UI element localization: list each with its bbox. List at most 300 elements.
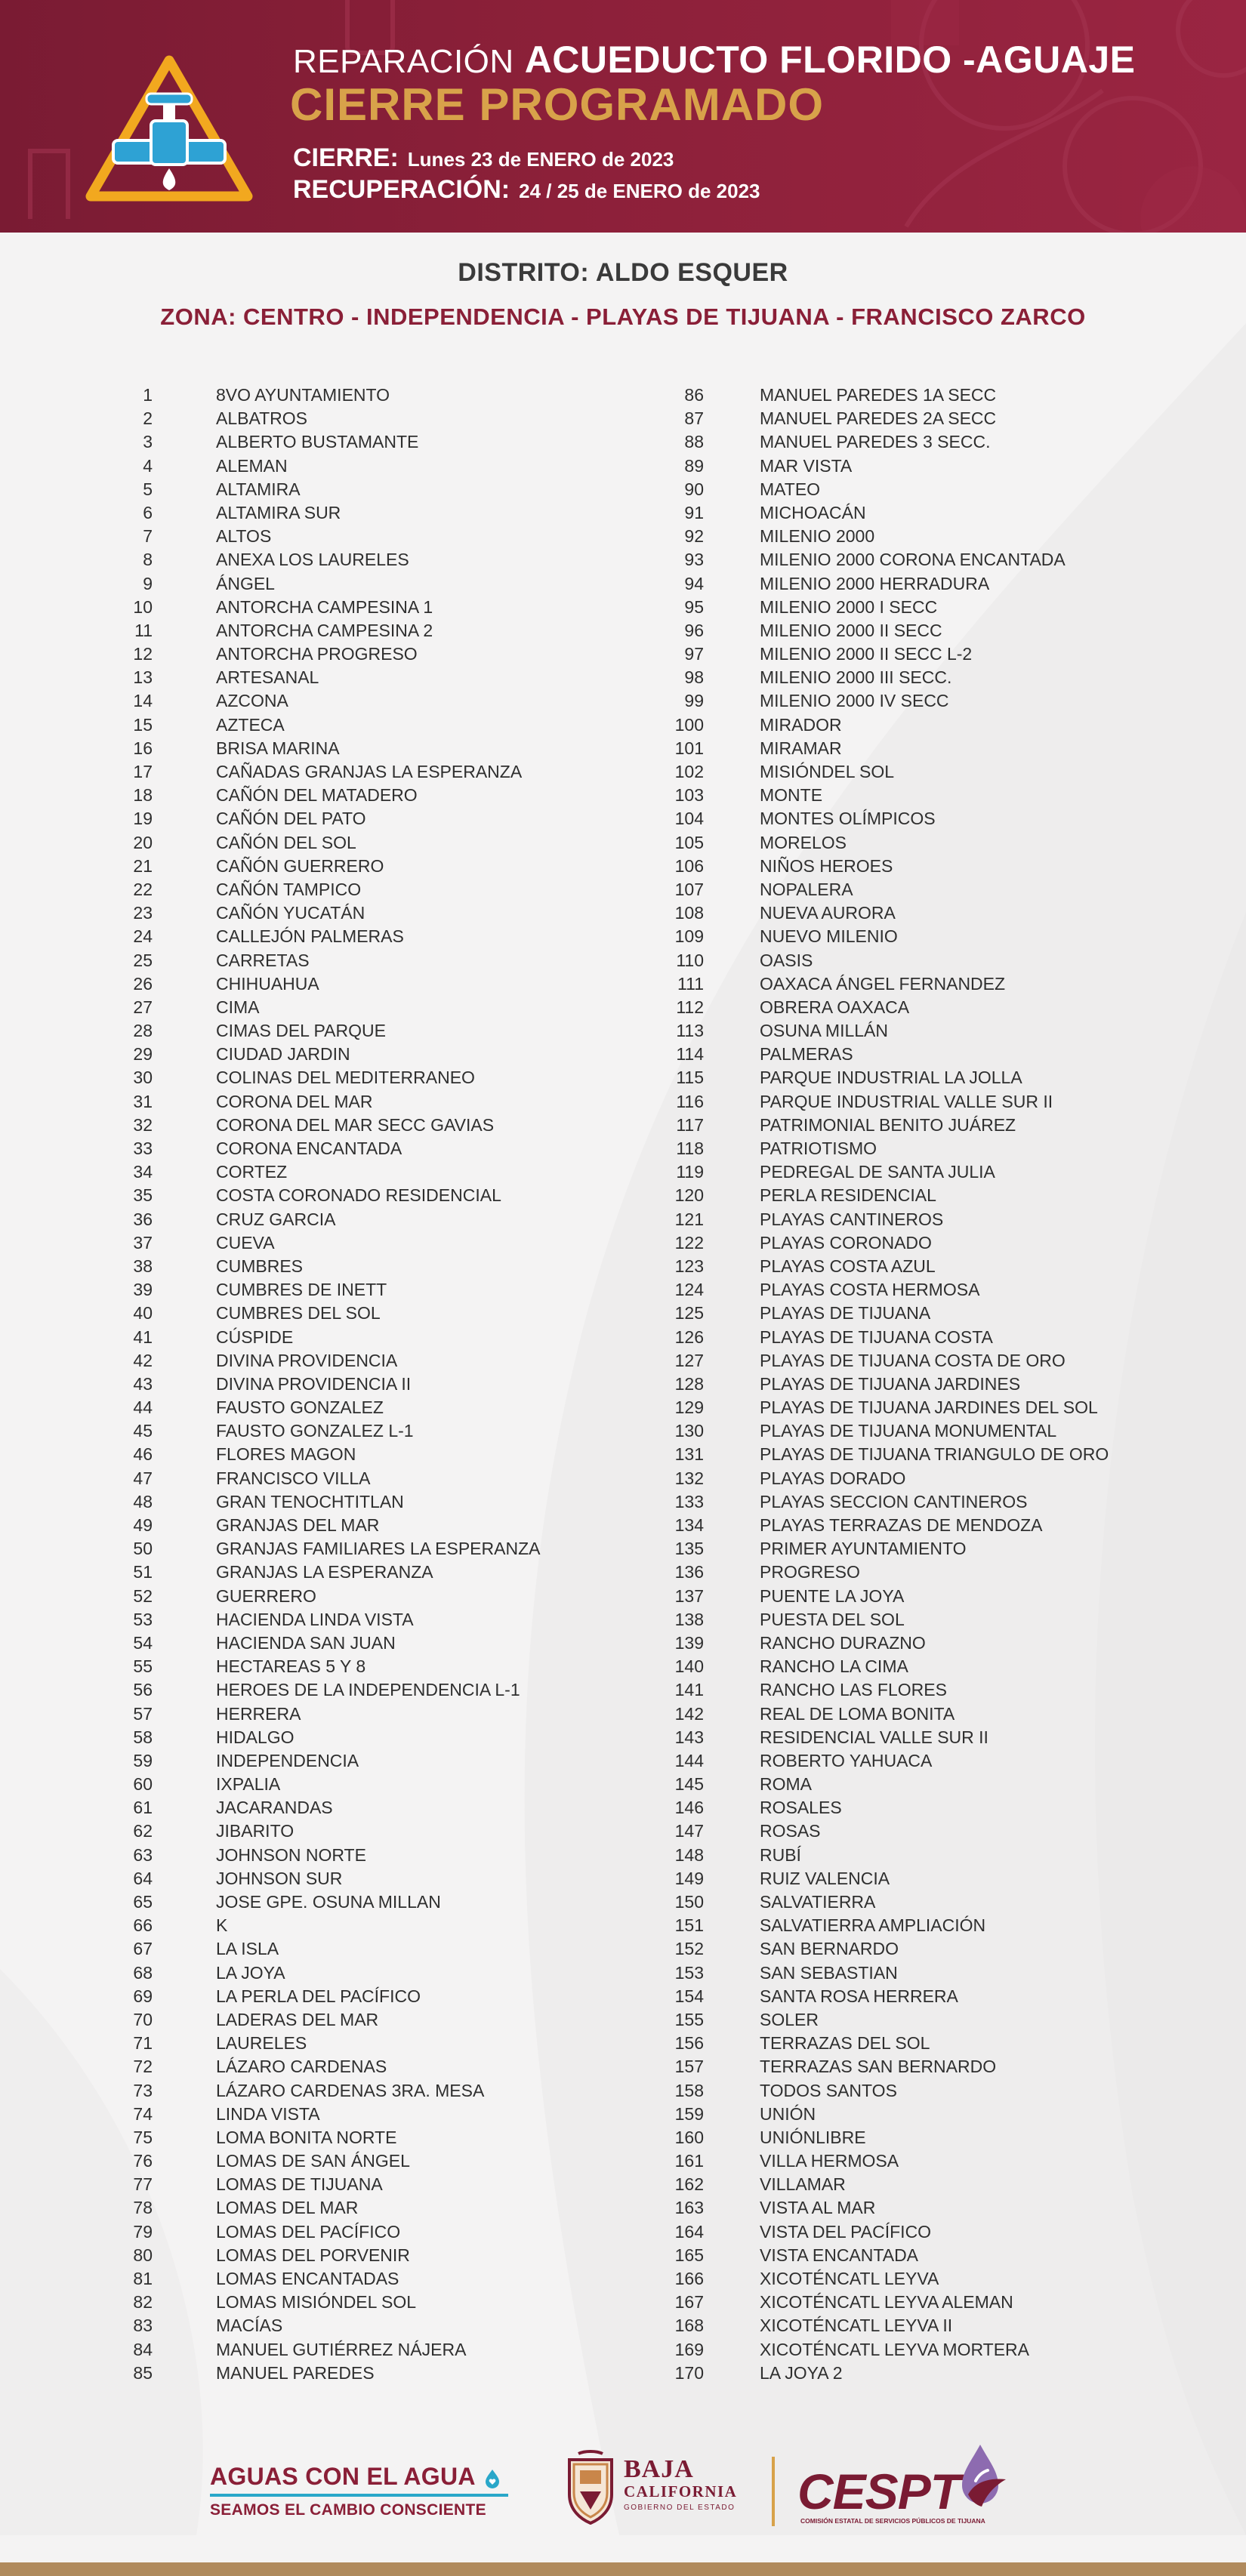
list-item-number: 76: [133, 2151, 153, 2171]
list-item-name: FAUSTO GONZALEZ L-1: [216, 1421, 414, 1441]
list-item: [113, 1890, 642, 1914]
list-item: [657, 454, 1186, 478]
list-item-name: PROGRESO: [760, 1562, 860, 1582]
list-item-number: 79: [133, 2221, 153, 2242]
baja-california-seal-icon: [563, 2449, 618, 2525]
list-item: [657, 1490, 1186, 1514]
list-item-name: PLAYAS CANTINEROS: [760, 1209, 944, 1229]
list-item-name: XICOTÉNCATL LEYVA MORTERA: [760, 2339, 1030, 2359]
list-item-name: ROSALES: [760, 1798, 842, 1818]
list-item: [113, 1702, 642, 1726]
list-item-name: RESIDENCIAL VALLE SUR II: [760, 1727, 988, 1747]
list-item-name: MACÍAS: [216, 2316, 283, 2336]
list-item-number: 158: [674, 2080, 704, 2100]
list-item-number: 164: [674, 2221, 704, 2242]
list-item-name: JOHNSON SUR: [216, 1868, 343, 1888]
list-item-name: LA ISLA: [216, 1939, 279, 1959]
list-item: [657, 1608, 1186, 1632]
list-item: [657, 1890, 1186, 1914]
list-item-number: 146: [674, 1798, 704, 1818]
list-item-number: 80: [133, 2245, 153, 2265]
list-item-name: PLAYAS COSTA HERMOSA: [760, 1280, 980, 1300]
list-item-number: 61: [133, 1798, 153, 1818]
list-item-number: 51: [133, 1562, 153, 1582]
list-item-name: NUEVO MILENIO: [760, 926, 898, 947]
list-item-name: ALTAMIRA: [216, 479, 301, 499]
list-item-name: PUENTE LA JOYA: [760, 1585, 905, 1606]
list-item-name: COSTA CORONADO RESIDENCIAL: [216, 1185, 501, 1206]
list-item-number: 22: [133, 879, 153, 899]
list-item-number: 96: [684, 620, 704, 640]
list-item-number: 145: [674, 1774, 704, 1795]
list-item-name: LAURELES: [216, 2033, 307, 2054]
list-item-number: 149: [674, 1868, 704, 1888]
list-item: [113, 1419, 642, 1443]
list-item-name: PALMERAS: [760, 1044, 853, 1065]
list-item: [113, 1585, 642, 1608]
list-item-name: HECTAREAS 5 Y 8: [216, 1656, 366, 1677]
list-item-name: CAÑADAS GRANJAS LA ESPERANZA: [216, 762, 523, 781]
list-item: [657, 2008, 1186, 2032]
distrito-title: DISTRITO: ALDO ESQUER: [458, 258, 788, 287]
cespt-drop-icon: [945, 2442, 1013, 2510]
list-item: [657, 1844, 1186, 1867]
list-item: [113, 2220, 642, 2244]
list-item-number: 12: [133, 644, 153, 664]
list-item: [657, 2032, 1186, 2055]
list-item-number: 45: [133, 1421, 153, 1441]
list-item-name: GRANJAS FAMILIARES LA ESPERANZA: [216, 1539, 541, 1559]
list-item: [113, 1820, 642, 1843]
list-item-name: CUMBRES: [216, 1256, 304, 1276]
list-item-name: HIDALGO: [216, 1727, 295, 1747]
list-item-number: 167: [674, 2292, 704, 2313]
list-item-number: 18: [133, 785, 153, 806]
list-item-name: UNIÓNLIBRE: [760, 2127, 866, 2147]
list-item: [657, 1773, 1186, 1796]
list-item: [113, 666, 642, 689]
list-item-number: 87: [684, 408, 704, 429]
list-item-number: 88: [684, 432, 704, 452]
list-item-number: 98: [684, 667, 704, 688]
recuperacion-value: 24 / 25 de ENERO de 2023: [519, 180, 760, 202]
list-item-name: SAN BERNARDO: [760, 1939, 899, 1959]
list-item: [113, 1796, 642, 1820]
list-item-name: CORTEZ: [216, 1162, 288, 1182]
list-item: [657, 972, 1186, 996]
cespt-subtitle: COMISIÓN ESTATAL DE SERVICIOS PÚBLICOS DE TIJUANA: [800, 2517, 985, 2525]
list-item-name: FLORES MAGON: [216, 1444, 356, 1465]
list-item-number: 9: [143, 573, 153, 593]
list-item: [113, 1255, 642, 1278]
list-item-name: RUBÍ: [760, 1844, 801, 1865]
list-item-name: BRISA MARINA: [216, 738, 340, 758]
list-item: [657, 878, 1186, 901]
list-item-name: MILENIO 2000: [760, 526, 875, 547]
list-item-number: 108: [674, 903, 704, 923]
list-item: [113, 1608, 642, 1632]
header-title: [293, 38, 1136, 82]
list-item: [657, 430, 1186, 454]
list-item-name: VILLAMAR: [760, 2174, 846, 2195]
colonias-list-right: [657, 384, 1186, 2385]
list-item-number: 84: [133, 2339, 153, 2359]
list-item-name: COLINAS DEL MEDITERRANEO: [216, 1068, 475, 1088]
list-item: [657, 501, 1186, 525]
bc-california: CALIFORNIA: [624, 2482, 738, 2501]
list-item-name: GRAN TENOCHTITLAN: [216, 1491, 404, 1511]
list-item: [113, 1090, 642, 1114]
list-item-number: 128: [674, 1373, 704, 1394]
list-item: [657, 1749, 1186, 1773]
list-item: [657, 619, 1186, 642]
aguas-underline: [210, 2494, 508, 2497]
seamos-slogan: SEAMOS EL CAMBIO CONSCIENTE: [210, 2501, 486, 2519]
list-item-number: 81: [133, 2269, 153, 2288]
list-item-name: PLAYAS DE TIJUANA COSTA DE ORO: [760, 1350, 1066, 1370]
list-item-number: 111: [677, 973, 704, 994]
list-item: [657, 525, 1186, 548]
list-item-number: 137: [674, 1585, 704, 1606]
list-item-name: MATEO: [760, 479, 821, 499]
list-item-number: 72: [133, 2057, 153, 2077]
list-item: [113, 784, 642, 807]
list-item-number: 154: [674, 1986, 704, 2006]
list-item: [657, 642, 1186, 666]
aguas-slogan: [210, 2463, 508, 2491]
list-item-number: 7: [143, 526, 153, 547]
list-item-number: 112: [676, 997, 704, 1017]
list-item: [657, 2220, 1186, 2244]
list-item: [657, 2103, 1186, 2126]
list-item: [657, 855, 1186, 878]
list-item: [113, 2079, 642, 2103]
list-item-number: 159: [674, 2103, 704, 2124]
list-item-number: 74: [133, 2103, 153, 2124]
list-item-name: MANUEL GUTIÉRREZ NÁJERA: [216, 2339, 467, 2359]
list-item: [657, 1443, 1186, 1466]
list-item: [113, 1019, 642, 1043]
list-item-name: ALBERTO BUSTAMANTE: [216, 432, 419, 452]
list-item-name: CORONA DEL MAR: [216, 1091, 373, 1111]
list-item-name: CORONA DEL MAR SECC GAVIAS: [216, 1114, 495, 1135]
list-item-number: 83: [133, 2316, 153, 2336]
list-item: [113, 2362, 642, 2385]
list-item-name: NUEVA AURORA: [760, 903, 896, 923]
list-item-name: LOMAS DE SAN ÁNGEL: [216, 2151, 410, 2171]
list-item-name: CUMBRES DEL SOL: [216, 1303, 381, 1323]
list-item-number: 55: [133, 1656, 153, 1677]
list-item-number: 28: [133, 1021, 153, 1041]
list-item: [113, 831, 642, 855]
list-item-name: SAN SEBASTIAN: [760, 1962, 898, 1983]
list-item-number: 43: [133, 1373, 153, 1394]
list-item-number: 82: [133, 2292, 153, 2313]
list-item-name: PARQUE INDUSTRIAL VALLE SUR II: [760, 1091, 1053, 1111]
list-item-name: PLAYAS COSTA AZUL: [760, 1256, 936, 1276]
list-item-name: CAÑÓN DEL MATADERO: [216, 785, 418, 806]
list-item-name: JIBARITO: [216, 1821, 295, 1841]
list-item-number: 70: [133, 2009, 153, 2029]
list-item: [113, 1467, 642, 1490]
list-item-name: PLAYAS DE TIJUANA COSTA: [760, 1327, 993, 1347]
list-item-number: 121: [674, 1209, 704, 1229]
list-item: [657, 1867, 1186, 1890]
list-item: [657, 2173, 1186, 2196]
list-item: [657, 1702, 1186, 1726]
list-item-number: 33: [133, 1139, 153, 1158]
list-item: [657, 2126, 1186, 2149]
list-item-number: 56: [133, 1680, 153, 1700]
list-item-number: 152: [674, 1939, 704, 1959]
list-item-number: 140: [674, 1656, 704, 1677]
list-item-name: ALEMAN: [216, 455, 288, 476]
baja-california-logo: [563, 2449, 745, 2525]
list-item-number: 5: [143, 479, 153, 499]
list-item: [657, 784, 1186, 807]
list-item-number: 65: [133, 1892, 153, 1912]
list-item-name: K: [216, 1915, 228, 1936]
list-item-name: MILENIO 2000 II SECC: [760, 620, 942, 640]
list-item-name: ANTORCHA CAMPESINA 2: [216, 620, 433, 640]
list-item: [113, 807, 642, 830]
list-item-number: 130: [674, 1421, 704, 1441]
list-item-name: XICOTÉNCATL LEYVA ALEMAN: [760, 2292, 1013, 2313]
list-item-name: LOMAS MISIÓNDEL SOL: [216, 2292, 416, 2313]
list-item-number: 24: [133, 926, 153, 947]
list-item-name: LA PERLA DEL PACÍFICO: [216, 1986, 421, 2006]
list-item-name: JOSE GPE. OSUNA MILLAN: [216, 1892, 441, 1912]
list-item-number: 49: [133, 1515, 153, 1535]
list-item: [113, 407, 642, 430]
list-item-name: CORONA ENCANTADA: [216, 1139, 402, 1158]
list-item: [657, 1043, 1186, 1066]
list-item-number: 36: [133, 1209, 153, 1229]
list-item: [113, 713, 642, 737]
list-item-number: 25: [133, 950, 153, 970]
list-item-name: UNIÓN: [760, 2103, 816, 2124]
list-item-number: 162: [674, 2174, 704, 2195]
list-item-number: 142: [674, 1703, 704, 1724]
list-item: [113, 454, 642, 478]
list-item: [113, 1678, 642, 1702]
list-item-name: ROBERTO YAHUACA: [760, 1750, 933, 1770]
list-item-number: 100: [674, 714, 704, 735]
list-item: [113, 1066, 642, 1089]
list-item-name: TERRAZAS DEL SOL: [760, 2033, 930, 2054]
list-item-name: LOMAS DE TIJUANA: [216, 2174, 383, 2195]
list-item-number: 26: [133, 973, 153, 994]
list-item-number: 64: [133, 1868, 153, 1888]
list-item-number: 11: [134, 620, 153, 640]
list-item-name: ANTORCHA PROGRESO: [216, 644, 418, 664]
list-item-number: 135: [674, 1539, 704, 1559]
list-item: [113, 1514, 642, 1537]
list-item-name: GUERRERO: [216, 1585, 316, 1606]
list-item-name: MICHOACÁN: [760, 502, 866, 522]
list-item-number: 71: [133, 2033, 153, 2054]
list-item: [657, 1678, 1186, 1702]
list-item-name: MILENIO 2000 II SECC L-2: [760, 644, 973, 664]
list-item: [657, 1231, 1186, 1255]
list-item-name: MILENIO 2000 CORONA ENCANTADA: [760, 550, 1066, 570]
list-item-number: 117: [676, 1114, 704, 1135]
list-item-number: 109: [674, 926, 704, 947]
list-item: [113, 1443, 642, 1466]
list-item: [113, 2008, 642, 2032]
list-item-number: 86: [684, 385, 704, 405]
list-item-number: 165: [674, 2245, 704, 2265]
list-item-name: ARTESANAL: [216, 667, 319, 688]
list-item: [657, 2055, 1186, 2078]
list-item-number: 102: [674, 762, 704, 781]
list-item-number: 54: [133, 1632, 153, 1653]
list-item-number: 50: [133, 1539, 153, 1559]
list-item: [657, 1985, 1186, 2008]
list-item: [657, 666, 1186, 689]
list-item: [657, 2244, 1186, 2267]
list-item-number: 37: [133, 1232, 153, 1253]
list-item-name: PLAYAS CORONADO: [760, 1232, 932, 1253]
list-item: [113, 525, 642, 548]
bc-baja: BAJA: [624, 2455, 694, 2483]
aguas-slogan-text: AGUAS CON EL AGUA: [210, 2463, 475, 2490]
list-item: [657, 1114, 1186, 1137]
list-item-name: NOPALERA: [760, 879, 853, 899]
list-item: [657, 407, 1186, 430]
list-item-number: 129: [674, 1397, 704, 1418]
list-item: [113, 384, 642, 407]
list-item: [657, 689, 1186, 713]
list-item-name: MILENIO 2000 HERRADURA: [760, 573, 990, 593]
list-item-number: 66: [133, 1915, 153, 1936]
list-item-number: 101: [674, 738, 704, 758]
list-item: [113, 1490, 642, 1514]
list-item: [113, 1867, 642, 1890]
list-item-name: PLAYAS DE TIJUANA TRIANGULO DE ORO: [760, 1444, 1109, 1465]
list-item-name: ALTAMIRA SUR: [216, 502, 341, 522]
list-item-number: 32: [133, 1114, 153, 1135]
list-item-name: CARRETAS: [216, 950, 310, 970]
list-item-number: 4: [143, 455, 153, 476]
list-item-number: 48: [133, 1491, 153, 1511]
list-item-number: 148: [674, 1844, 704, 1865]
list-item-number: 44: [133, 1397, 153, 1418]
list-item: [113, 689, 642, 713]
list-item-name: MILENIO 2000 IV SECC: [760, 691, 949, 711]
list-item: [113, 2267, 642, 2291]
list-item: [657, 1655, 1186, 1678]
list-item-name: PATRIMONIAL BENITO JUÁREZ: [760, 1114, 1016, 1135]
list-item-number: 90: [684, 479, 704, 499]
list-item-number: 114: [676, 1044, 704, 1065]
list-item-name: PLAYAS SECCION CANTINEROS: [760, 1491, 1028, 1511]
list-item-number: 147: [674, 1821, 704, 1841]
list-item-number: 161: [674, 2151, 704, 2171]
list-item-number: 169: [674, 2339, 704, 2359]
header-title-bold: ACUEDUCTO FLORIDO -AGUAJE: [524, 39, 1136, 81]
list-item-number: 73: [133, 2080, 153, 2100]
list-item-number: 95: [684, 596, 704, 617]
list-item: [113, 1773, 642, 1796]
list-item-name: MORELOS: [760, 832, 847, 852]
list-item: [657, 1585, 1186, 1608]
list-item-name: LA JOYA 2: [760, 2362, 843, 2383]
list-item-number: 115: [676, 1068, 704, 1088]
list-item: [113, 2196, 642, 2220]
list-item-number: 41: [133, 1327, 153, 1347]
recuperacion-line: [293, 175, 760, 205]
list-item-name: ANTORCHA CAMPESINA 1: [216, 596, 433, 617]
list-item: [657, 1019, 1186, 1043]
list-item: [113, 2103, 642, 2126]
list-item-name: RANCHO DURAZNO: [760, 1632, 926, 1653]
list-item-number: 63: [133, 1844, 153, 1865]
list-item-name: VISTA ENCANTADA: [760, 2245, 919, 2265]
list-item-number: 30: [133, 1068, 153, 1088]
list-item: [657, 737, 1186, 760]
list-item-name: CUMBRES DE INETT: [216, 1280, 387, 1300]
bottom-bar: [0, 2562, 1246, 2576]
list-item: [657, 1396, 1186, 1419]
list-item: [113, 596, 642, 619]
list-item: [657, 1278, 1186, 1302]
list-item: [113, 1961, 642, 1985]
list-item-name: MIRADOR: [760, 714, 842, 735]
list-item-name: MONTES OLÍMPICOS: [760, 809, 936, 829]
list-item-name: TERRAZAS SAN BERNARDO: [760, 2057, 997, 2077]
list-item-number: 126: [674, 1327, 704, 1347]
list-item-name: JOHNSON NORTE: [216, 1844, 366, 1865]
list-item-name: JACARANDAS: [216, 1798, 333, 1818]
list-item-number: 103: [674, 785, 704, 806]
list-item-number: 163: [674, 2198, 704, 2218]
cespt-logo: [797, 2442, 1009, 2532]
list-item: [657, 807, 1186, 830]
list-item-name: PATRIOTISMO: [760, 1139, 877, 1158]
list-item-number: 21: [133, 855, 153, 876]
list-item-name: ALBATROS: [216, 408, 307, 429]
list-item-name: GRANJAS LA ESPERANZA: [216, 1562, 433, 1582]
list-item: [657, 1255, 1186, 1278]
list-item-number: 144: [674, 1750, 704, 1770]
list-item-number: 156: [674, 2033, 704, 2054]
list-item-name: MANUEL PAREDES 2A SECC: [760, 408, 997, 429]
list-item-name: CIUDAD JARDIN: [216, 1044, 350, 1065]
list-item: [657, 2338, 1186, 2362]
list-item-number: 31: [133, 1091, 153, 1111]
list-item-number: 27: [133, 997, 153, 1017]
list-item-number: 10: [133, 596, 153, 617]
list-item-number: 38: [133, 1256, 153, 1276]
list-item-name: IXPALIA: [216, 1774, 281, 1795]
list-item-name: MANUEL PAREDES 1A SECC: [760, 385, 997, 405]
list-item-number: 2: [143, 408, 153, 429]
list-item-number: 85: [133, 2362, 153, 2383]
list-item: [657, 1137, 1186, 1160]
list-item: [113, 1914, 642, 1937]
list-item-number: 91: [684, 502, 704, 522]
list-item: [657, 1184, 1186, 1207]
list-item-number: 78: [133, 2198, 153, 2218]
list-item-number: 134: [674, 1515, 704, 1535]
list-item: [657, 1467, 1186, 1490]
list-item-name: VISTA AL MAR: [760, 2198, 876, 2218]
list-item: [657, 478, 1186, 501]
zona-title: ZONA: CENTRO - INDEPENDENCIA - PLAYAS DE TIJUANA - FRANCISCO ZARCO: [160, 304, 1086, 330]
list-item: [113, 1160, 642, 1184]
list-item-name: CHIHUAHUA: [216, 973, 319, 994]
